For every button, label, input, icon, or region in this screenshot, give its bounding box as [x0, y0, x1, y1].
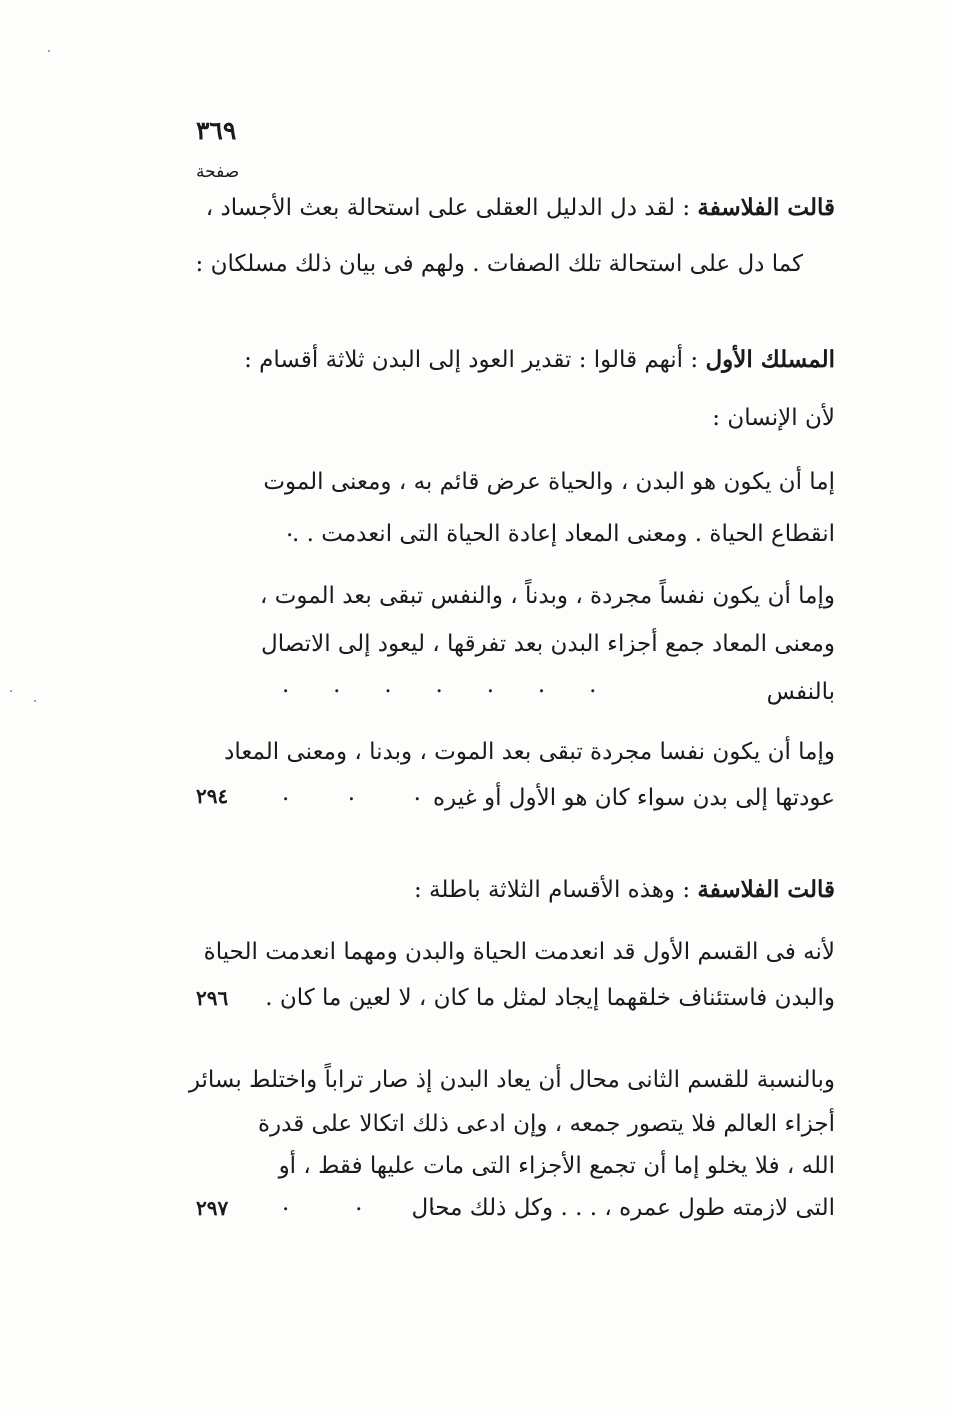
text-line: والبدن فاستئناف خلقهما إيجاد لمثل ما كان ، لا لعين ما كان . — [265, 985, 835, 1011]
page-label: صفحة — [196, 162, 240, 182]
ellipsis-dots: . . . — [282, 780, 421, 806]
margin-reference: ٢٩٦ — [196, 986, 229, 1010]
text-line: ومعنى المعاد جمع أجزاء البدن بعد تفرقها ، ليعود إلى الاتصال — [261, 631, 835, 657]
speaker-label: قالت الفلاسفة — [697, 194, 835, 221]
scan-speck — [34, 700, 36, 702]
margin-reference: ٢٩٤ — [196, 784, 229, 808]
text-line: قالت الفلاسفة : وهذه الأقسام الثلاثة باطلة : — [413, 876, 835, 903]
text-line: أجزاء العالم فلا يتصور جمعه ، وإن ادعى ذلك اتكالا على قدرة — [258, 1111, 835, 1137]
text-line: كما دل على استحالة تلك الصفات . ولهم فى بيان ذلك مسلكان : — [195, 251, 803, 277]
text-line: قالت الفلاسفة : لقد دل الدليل العقلى على استحالة بعث الأجساد ، — [205, 194, 835, 221]
text-line: لأن الإنسان : — [712, 405, 835, 431]
line-text: أنهم قالوا : تقدير العود إلى البدن ثلاثة أقسام : — [244, 347, 684, 373]
text-line: لأنه فى القسم الأول قد انعدمت الحياة والبدن ومهما انعدمت الحياة — [203, 939, 835, 965]
text-line: التى لازمته طول عمره ، . . . وكل ذلك محال — [411, 1195, 835, 1221]
ellipsis-dots: . — [286, 516, 294, 542]
scan-speck — [48, 50, 50, 52]
speaker-label: المسلك الأول — [705, 346, 835, 373]
text-line: إما أن يكون هو البدن ، والحياة عرض قائم به ، ومعنى الموت — [263, 469, 835, 495]
text-line: وإما أن يكون نفسا مجردة تبقى بعد الموت ، وبدنا ، ومعنى المعاد — [224, 739, 835, 765]
margin-reference: ٢٩٧ — [196, 1196, 229, 1220]
text-line: وبالنسبة للقسم الثانى محال أن يعاد البدن إذ صار تراباً واختلط بسائر — [188, 1067, 835, 1093]
line-text: وهذه الأقسام الثلاثة باطلة : — [413, 877, 676, 903]
scan-speck — [10, 690, 12, 692]
page-number: ٣٦٩ — [196, 116, 237, 145]
line-text: لقد دل الدليل العقلى على استحالة بعث الأجساد ، — [205, 195, 676, 221]
text-line: وإما أن يكون نفساً مجردة ، وبدناً ، والنفس تبقى بعد الموت ، — [259, 583, 835, 609]
ellipsis-dots: . . . — [282, 1190, 436, 1216]
text-line: بالنفس — [766, 679, 835, 705]
text-line: الله ، فلا يخلو إما أن تجمع الأجزاء التى مات عليها فقط ، أو — [278, 1153, 835, 1179]
speaker-label: قالت الفلاسفة — [697, 876, 835, 903]
text-line: انقطاع الحياة . ومعنى المعاد إعادة الحياة التى انعدمت . . — [291, 521, 835, 547]
ellipsis-dots: . . . . . . . — [282, 672, 597, 698]
text-line: عودتها إلى بدن سواء كان هو الأول أو غيره — [432, 785, 835, 811]
text-line: المسلك الأول : أنهم قالوا : تقدير العود إلى البدن ثلاثة أقسام : — [244, 346, 835, 373]
